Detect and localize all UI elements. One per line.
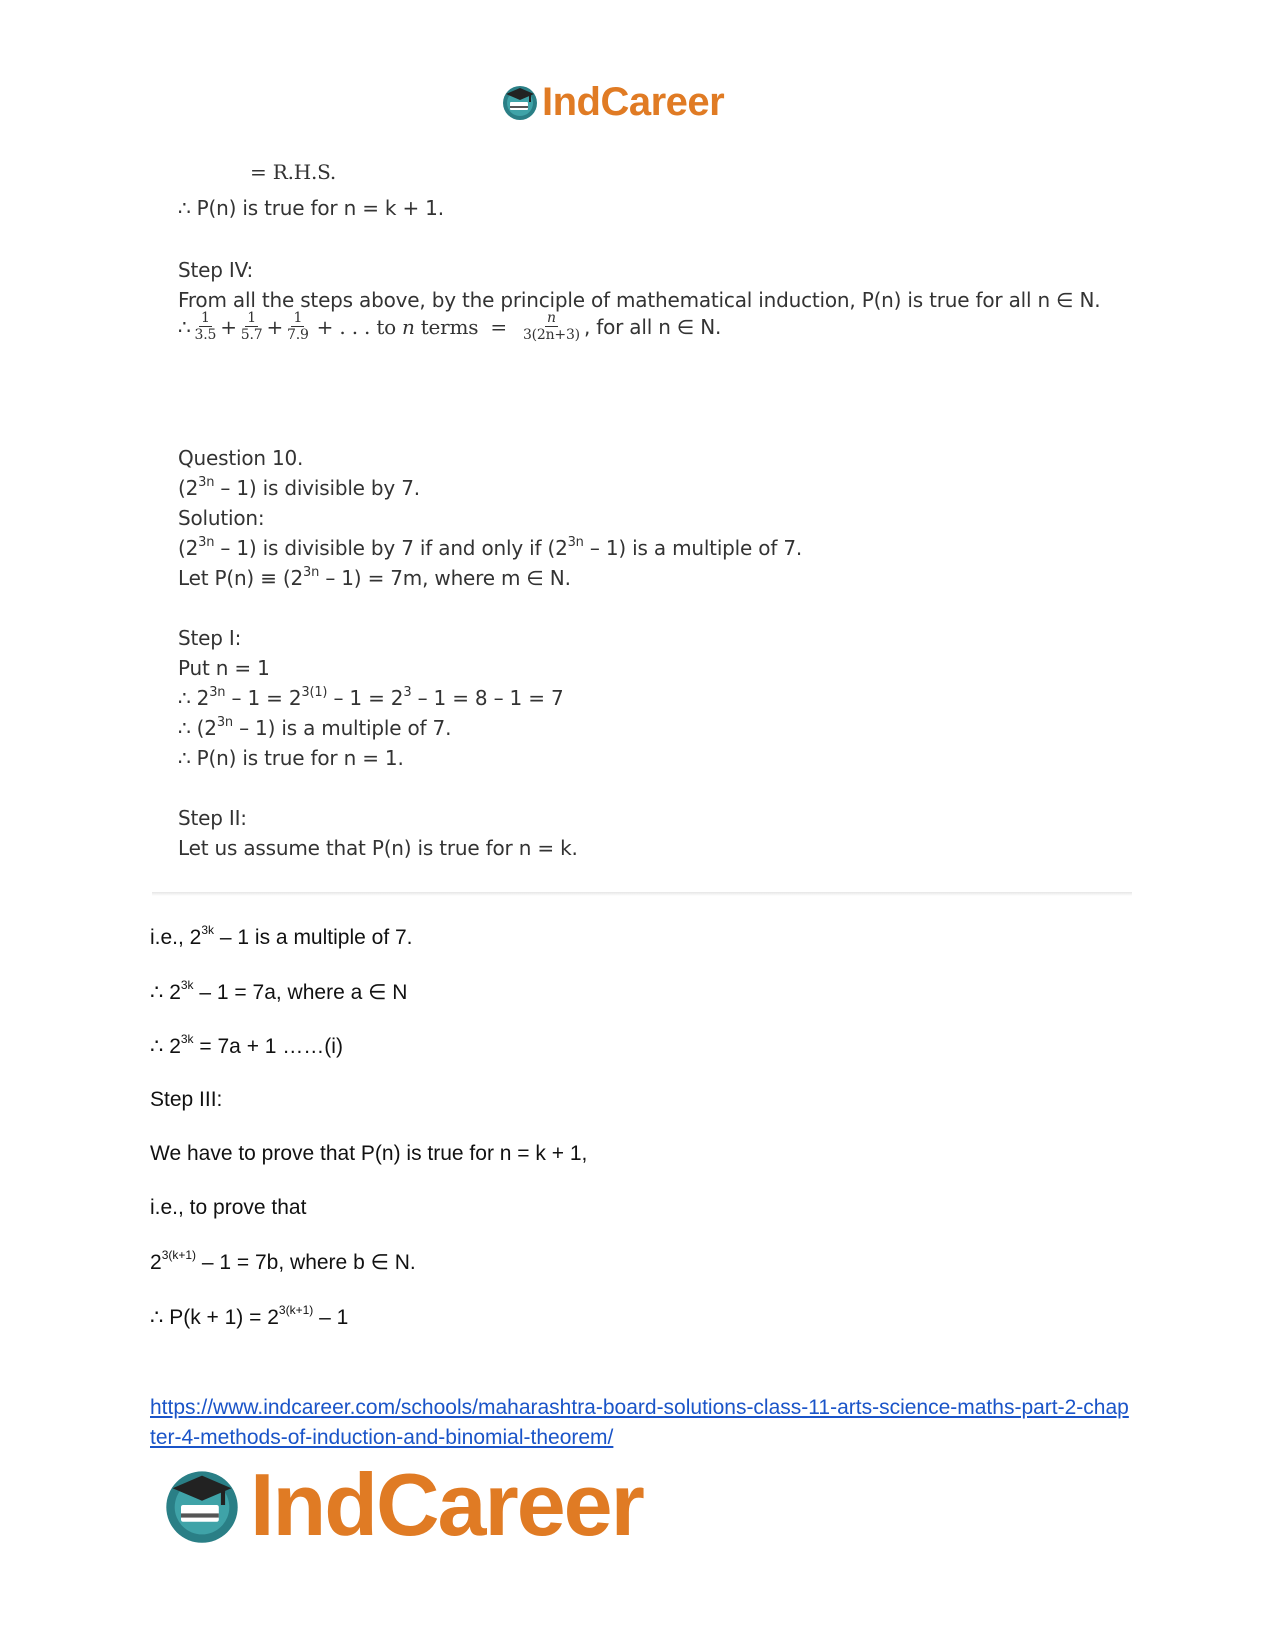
body-line-2: ∴ $2^{3k} - 1 = 7a$, where a ∈ N <box>150 978 408 1004</box>
fraction-term-3: $\frac{1}{7.9}$ <box>287 310 309 343</box>
step1-multiple: ∴ $(2^{3n} - 1)$ is a multiple of 7. <box>178 715 452 740</box>
rhs-line: = R.H.S. <box>250 160 337 184</box>
body-line-7: $2^{3(k+1)} - 1 = 7b$, where b ∈ N. <box>150 1248 416 1274</box>
series-formula: ∴ $\frac{1}{3.5}$ + $\frac{1}{5.7}$ + $\frac{1}{7.9}$ + . . . to n terms = $\frac{n}{3(2n+3)}$ , for all n ∈ N. <box>178 310 722 343</box>
body-line-3: ∴ $2^{3k} = 7a + 1$ ……(i) <box>150 1032 343 1058</box>
fraction-term-1: $\frac{1}{3.5}$ <box>194 310 217 343</box>
step1-put: Put n = 1 <box>178 656 270 680</box>
body-line-1: i.e., $2^{3k} - 1$ is a multiple of 7. <box>150 923 413 949</box>
footer-logo <box>160 1455 643 1554</box>
step2-heading: Step II: <box>178 806 247 830</box>
step2-assume: Let us assume that P(n) is true for n = k. <box>178 836 578 860</box>
solution-heading: Solution: <box>178 506 265 530</box>
question-10-statement: $(2^{3n} - 1)$ is divisible by 7. <box>178 475 420 500</box>
step3-heading: Step III: <box>150 1088 223 1111</box>
step4-text: From all the steps above, by the principle of mathematical induction, P(n) is true for all n ∈ N. <box>178 288 1101 312</box>
body-line-6: i.e., to prove that <box>150 1196 307 1219</box>
true-for-k1-line: ∴ P(n) is true for n = k + 1. <box>178 196 444 220</box>
globe-graduation-cap-icon <box>500 82 540 122</box>
question-10-heading: Question 10. <box>178 446 304 470</box>
brand-name: IndCareer <box>542 80 725 124</box>
body-line-5: We have to prove that P(n) is true for n = k + 1, <box>150 1142 588 1165</box>
step1-heading: Step I: <box>178 626 242 650</box>
fraction-result: $\frac{n}{3(2n+3)}$ <box>522 310 580 343</box>
fraction-term-2: $\frac{1}{5.7}$ <box>240 310 263 343</box>
scan-bottom-edge <box>152 892 1132 896</box>
source-link[interactable]: https://www.indcareer.com/schools/maharashtra-board-solutions-class-11-arts-science-maths-part-2-chapter-4-methods-of-induction-and-binomial-theorem/ <box>150 1396 1129 1449</box>
step1-true: ∴ P(n) is true for n = 1. <box>178 746 404 770</box>
header-logo <box>500 80 724 124</box>
therefore-symbol: ∴ <box>178 314 191 339</box>
solution-line-2: Let $P(n) \equiv (2^{3n} - 1) = 7m$, where m ∈ N. <box>178 565 571 590</box>
step1-equation: ∴ $2^{3n} - 1 = 2^{3(1)} - 1 = 2^3 - 1 = 8 - 1 = 7$ <box>178 685 564 710</box>
scanned-solution-image <box>152 150 1132 896</box>
globe-graduation-cap-icon <box>160 1463 244 1547</box>
body-line-8: ∴ $P(k + 1) = 2^{3(k+1)} - 1$ <box>150 1303 349 1329</box>
step4-heading: Step IV: <box>178 258 253 282</box>
solution-line-1: $(2^{3n} - 1)$ is divisible by 7 if and only if $(2^{3n} - 1)$ is a multiple of 7. <box>178 535 803 560</box>
brand-name: IndCareer <box>250 1455 643 1554</box>
